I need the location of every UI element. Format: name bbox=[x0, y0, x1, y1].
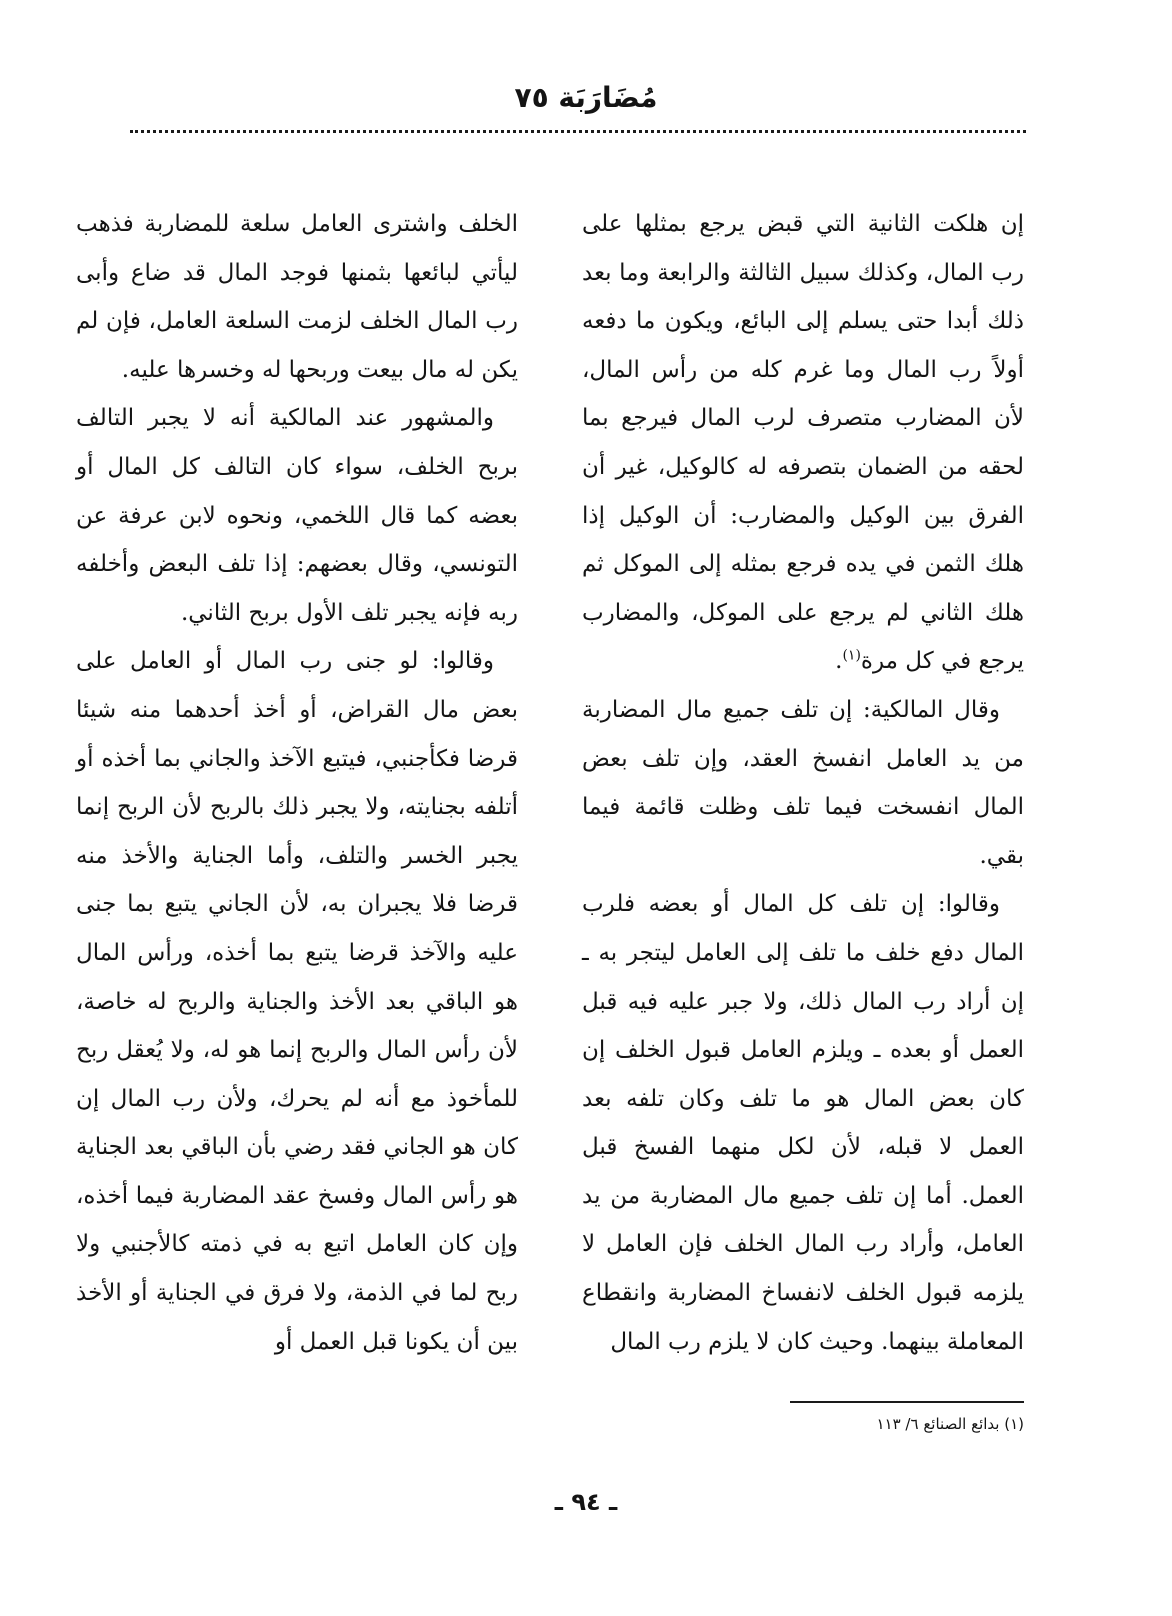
header-dotted-rule bbox=[130, 130, 1026, 133]
right-paragraph-1 bbox=[582, 200, 1024, 686]
right-paragraph-1-text: إن هلكت الثانية التي قبض يرجع بمثلها على رب المال، وكذلك سبيل الثالثة والرابعة وما بعد ذلك أبدا حتى يسلم إلى البائع، ويكون ما دفعه أولاً رب المال وما غرم كله من رأس المال، لأن المضارب متصرف لرب المال فيرجع بما لحقه من الضمان بتصرفه له كالوكيل، غير أن الفرق بين الوكيل والمضارب: أن الوكيل إذا هلك الثمن في يده فرجع بمثله إلى الموكل ثم هلك الثاني لم يرجع على الموكل، والمضارب يرجع في كل مرة bbox=[582, 211, 1024, 675]
right-paragraph-1-end: . bbox=[835, 648, 843, 675]
page-number: ـ ٩٤ ـ bbox=[554, 1488, 618, 1516]
footnote-reference: (١) bbox=[842, 647, 861, 664]
left-paragraph-2: والمشهور عند المالكية أنه لا يجبر التالف بربح الخلف، سواء كان التالف كل المال أو بعضه كما قال اللخمي، ونحوه لابن عرفة عن التونسي، وقال بعضهم: إذا تلف البعض وأخلفه ربه فإنه يجبر تلف الأول بربح الثاني. bbox=[76, 405, 518, 626]
right-paragraph-2: وقال المالكية: إن تلف جميع مال المضاربة من يد العامل انفسخ العقد، وإن تلف بعض المال انفسخت فيما تلف وظلت قائمة فيما بقي. bbox=[582, 696, 1024, 869]
right-paragraph-3: وقالوا: إن تلف كل المال أو بعضه فلرب المال دفع خلف ما تلف إلى العامل ليتجر به ـ إن أراد رب المال ذلك، ولا جبر عليه فيه قبل العمل أو بعده ـ ويلزم العامل قبول الخلف إن كان بعض المال هو ما تلف وكان تلفه بعد العمل لا قبله، لأن لكل منهما الفسخ قبل العمل. أما إن تلف جميع مال المضاربة من يد العامل، وأراد رب المال الخلف فإن العامل لا يلزمه قبول الخلف لانفساخ المضاربة وانقطاع المعاملة بينهما. وحيث كان لا يلزم رب المال bbox=[582, 891, 1024, 1355]
header-title: مُضَارَبَة ٧٥ bbox=[514, 81, 658, 114]
left-column bbox=[76, 200, 518, 1366]
left-paragraph-3: وقالوا: لو جنى رب المال أو العامل على بعض مال القراض، أو أخذ أحدهما منه شيئا قرضا فكأجنبي، فيتبع الآخذ والجاني بما أخذه أو أتلفه بجنايته، ولا يجبر ذلك بالربح لأن الربح إنما يجبر الخسر والتلف، وأما الجناية والأخذ منه قرضا فلا يجبران به، لأن الجاني يتبع بما جنى عليه والآخذ قرضا يتبع بما أخذه، ورأس المال هو الباقي بعد الأخذ والجناية والربح له خاصة، لأن رأس المال والربح إنما هو له، ولا يُعقل ربح للمأخوذ مع أنه لم يحرك، ولأن رب المال إن كان هو الجاني فقد رضي بأن الباقي بعد الجناية هو رأس المال وفسخ عقد المضاربة فيما أخذه، وإن كان العامل اتبع به في ذمته كالأجنبي ولا ربح لما في الذمة، ولا فرق في الجناية أو الأخذ بين أن يكونا قبل العمل أو bbox=[76, 648, 518, 1355]
footnote: (١) بدائع الصنائع ٦/ ١١٣ bbox=[876, 1415, 1024, 1433]
right-column bbox=[582, 200, 1024, 1366]
left-paragraph-1: الخلف واشترى العامل سلعة للمضاربة فذهب ليأتي لبائعها بثمنها فوجد المال قد ضاع وأبى رب المال الخلف لزمت السلعة العامل، فإن لم يكن له مال بيعت وربحها له وخسرها عليه. bbox=[76, 211, 518, 383]
footnote-separator bbox=[790, 1401, 1024, 1403]
running-header bbox=[0, 78, 1172, 118]
